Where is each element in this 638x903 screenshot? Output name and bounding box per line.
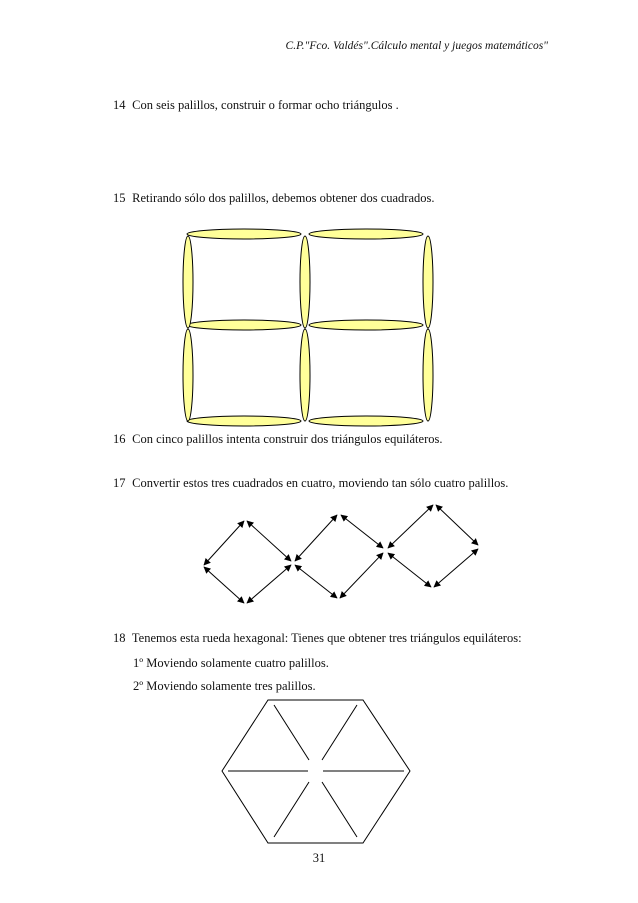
spoke [274,705,309,760]
spoke [322,705,357,760]
problem-text: Con seis palillos, construir o formar ocho triángulos . [132,98,399,112]
page-header: C.P."Fco. Valdés".Cálculo mental y juegos matemáticos" [285,40,548,52]
page-number: 31 [312,851,326,865]
problem-number: 16 [113,432,126,446]
problem-text: Tenemos esta rueda hexagonal: Tienes que obtener tres triángulos equiláteros: [131,631,522,645]
spoke [274,782,309,837]
spoke [322,782,357,837]
problem-text: Retirando sólo dos palillos, debemos obtener dos cuadrados. [132,191,435,205]
subitem-1: 1º Moviendo solamente cuatro palillos. [133,656,329,670]
problem-text: Convertir estos tres cuadrados en cuatro, moviendo tan sólo cuatro palillos. [132,476,509,490]
problem-number: 18 [113,631,126,645]
problem-number: 15 [113,191,126,205]
subitem-2: 2º Moviendo solamente tres palillos. [133,679,316,693]
problem-text: Con cinco palillos intenta construir dos triángulos equiláteros. [132,432,443,446]
problem-number: 17 [113,476,126,490]
problem-number: 14 [113,98,126,112]
